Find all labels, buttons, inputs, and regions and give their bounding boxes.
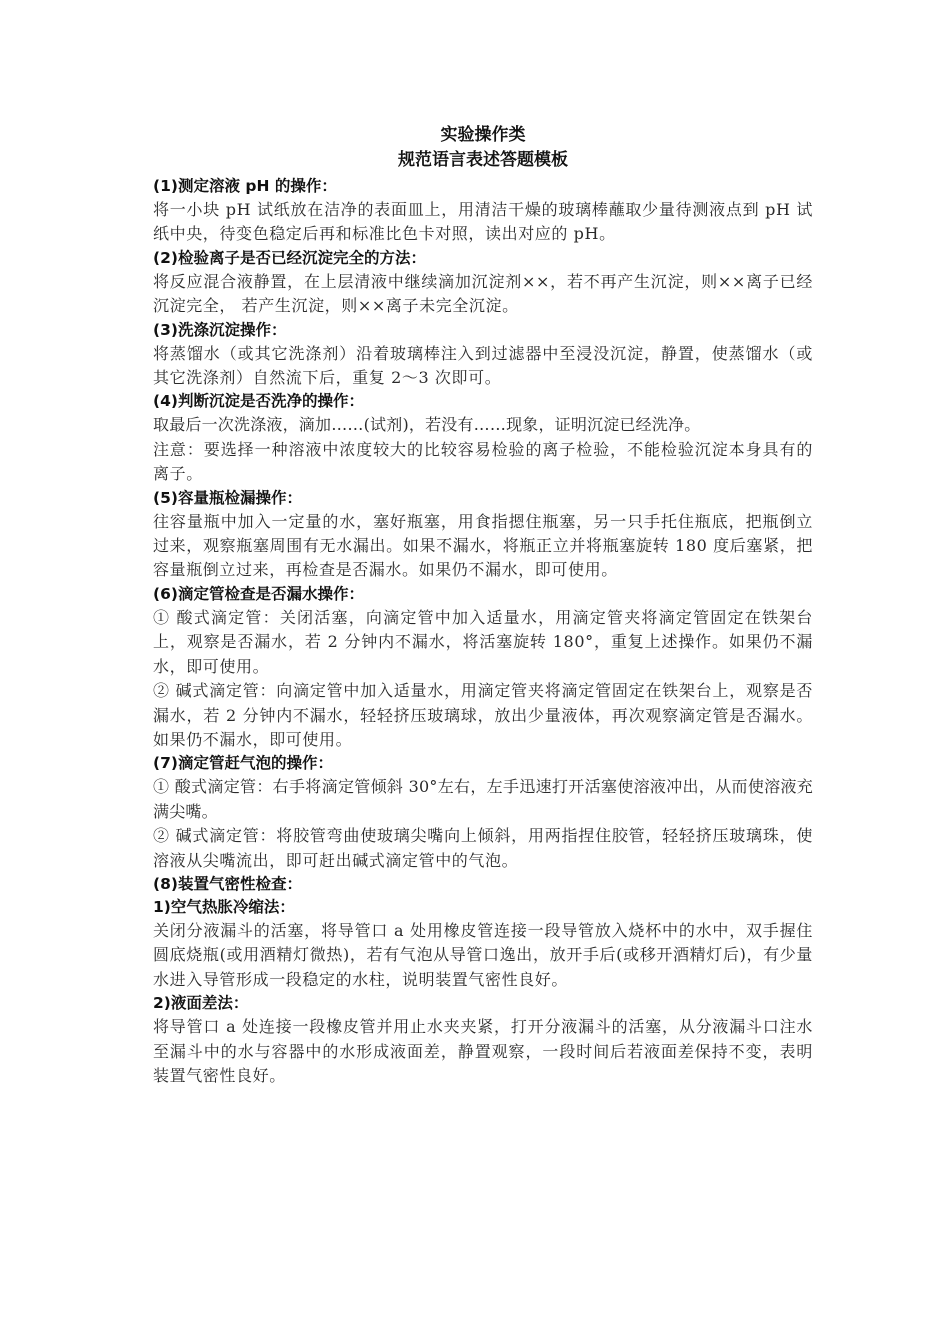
section-paragraph: 关闭分液漏斗的活塞，将导管口 a 处用橡皮管连接一段导管放入烧杯中的水中，双手握住圆底烧瓶(或用酒精灯微热)，若有气泡从导管口逸出，放开手后(或移开酒精灯后)，有少量水进入导管形成一段稳定的水柱，说明装置气密性良好。 <box>153 920 813 989</box>
section-paragraph: ② 碱式滴定管：向滴定管中加入适量水，用滴定管夹将滴定管固定在铁架台上，观察是否漏水，若 2 分钟内不漏水，轻轻挤压玻璃球，放出少量液体，再次观察滴定管是否漏水。如果仍不漏水，即可使用。 <box>153 681 813 749</box>
section-heading-3: (3)洗涤沉淀操作： <box>153 320 287 339</box>
section-heading-8: (8)装置气密性检查： <box>153 874 302 893</box>
section-paragraph: 将导管口 a 处连接一段橡皮管并用止水夹夹紧，打开分液漏斗的活塞，从分液漏斗口注水至漏斗中的水与容器中的水形成液面差，静置观察，一段时间后若液面差保持不变，表明装置气密性良好。 <box>153 1017 813 1085</box>
section-paragraph: ① 酸式滴定管：关闭活塞，向滴定管中加入适量水，用滴定管夹将滴定管固定在铁架台上，观察是否漏水，若 2 分钟内不漏水，将活塞旋转 180°，重复上述操作。如果仍不漏水，即可使用。 <box>153 607 813 676</box>
section-heading-7: (7)滴定管赶气泡的操作： <box>153 754 333 773</box>
section-heading-1: (1)测定溶液 pH 的操作： <box>153 177 337 195</box>
section-heading-5: (5)容量瓶检漏操作： <box>153 488 302 507</box>
section-heading-4: (4)判断沉淀是否洗净的操作： <box>153 392 364 411</box>
section-paragraph: 将一小块 pH 试纸放在洁净的表面皿上，用清洁干燥的玻璃棒蘸取少量待测液点到 pH 试纸中央，待变色稳定后再和标准比色卡对照，读出对应的 pH。 <box>153 200 813 244</box>
section-heading-2: (2)检验离子是否已经沉淀完全的方法： <box>153 248 426 267</box>
subsection-heading-1: 1)空气热胀冷缩法： <box>153 897 295 916</box>
subsection-heading-2: 2)液面差法： <box>153 994 249 1013</box>
section-paragraph: ① 酸式滴定管：右手将滴定管倾斜 30°左右，左手迅速打开活塞使溶液冲出，从而使溶液充满尖嘴。 <box>153 777 813 821</box>
section-paragraph: 取最后一次洗涤液，滴加……(试剂)，若没有……现象，证明沉淀已经洗净。 <box>153 415 701 435</box>
note-paragraph: 注意：要选择一种溶液中浓度较大的比较容易检验的离子检验，不能检验沉淀本身具有的离子。 <box>153 439 813 484</box>
document-subtitle: 规范语言表述答题模板 <box>398 150 568 170</box>
section-paragraph: 将蒸馏水（或其它洗涤剂）沿着玻璃棒注入到过滤器中至浸没沉淀，静置，使蒸馏水（或其它洗涤剂）自然流下后，重复 2～3 次即可。 <box>153 343 813 388</box>
section-paragraph: 将反应混合液静置，在上层清液中继续滴加沉淀剂××，若不再产生沉淀，则××离子已经沉淀完全， 若产生沉淀，则××离子未完全沉淀。 <box>153 271 813 316</box>
document-title: 实验操作类 <box>440 125 526 145</box>
section-paragraph: ② 碱式滴定管：将胶管弯曲使玻璃尖嘴向上倾斜，用两指捏住胶管，轻轻挤压玻璃珠，使溶液从尖嘴流出，即可赶出碱式滴定管中的气泡。 <box>153 826 813 870</box>
section-heading-6: (6)滴定管检查是否漏水操作： <box>153 584 364 603</box>
section-paragraph: 往容量瓶中加入一定量的水，塞好瓶塞，用食指摁住瓶塞，另一只手托住瓶底，把瓶倒立过来，观察瓶塞周围有无水漏出。如果不漏水，将瓶正立并将瓶塞旋转 180 度后塞紧，把容量瓶倒立过来，再检查是否漏水。如果仍不漏水，即可使用。 <box>153 511 813 580</box>
document-page <box>153 123 813 1088</box>
